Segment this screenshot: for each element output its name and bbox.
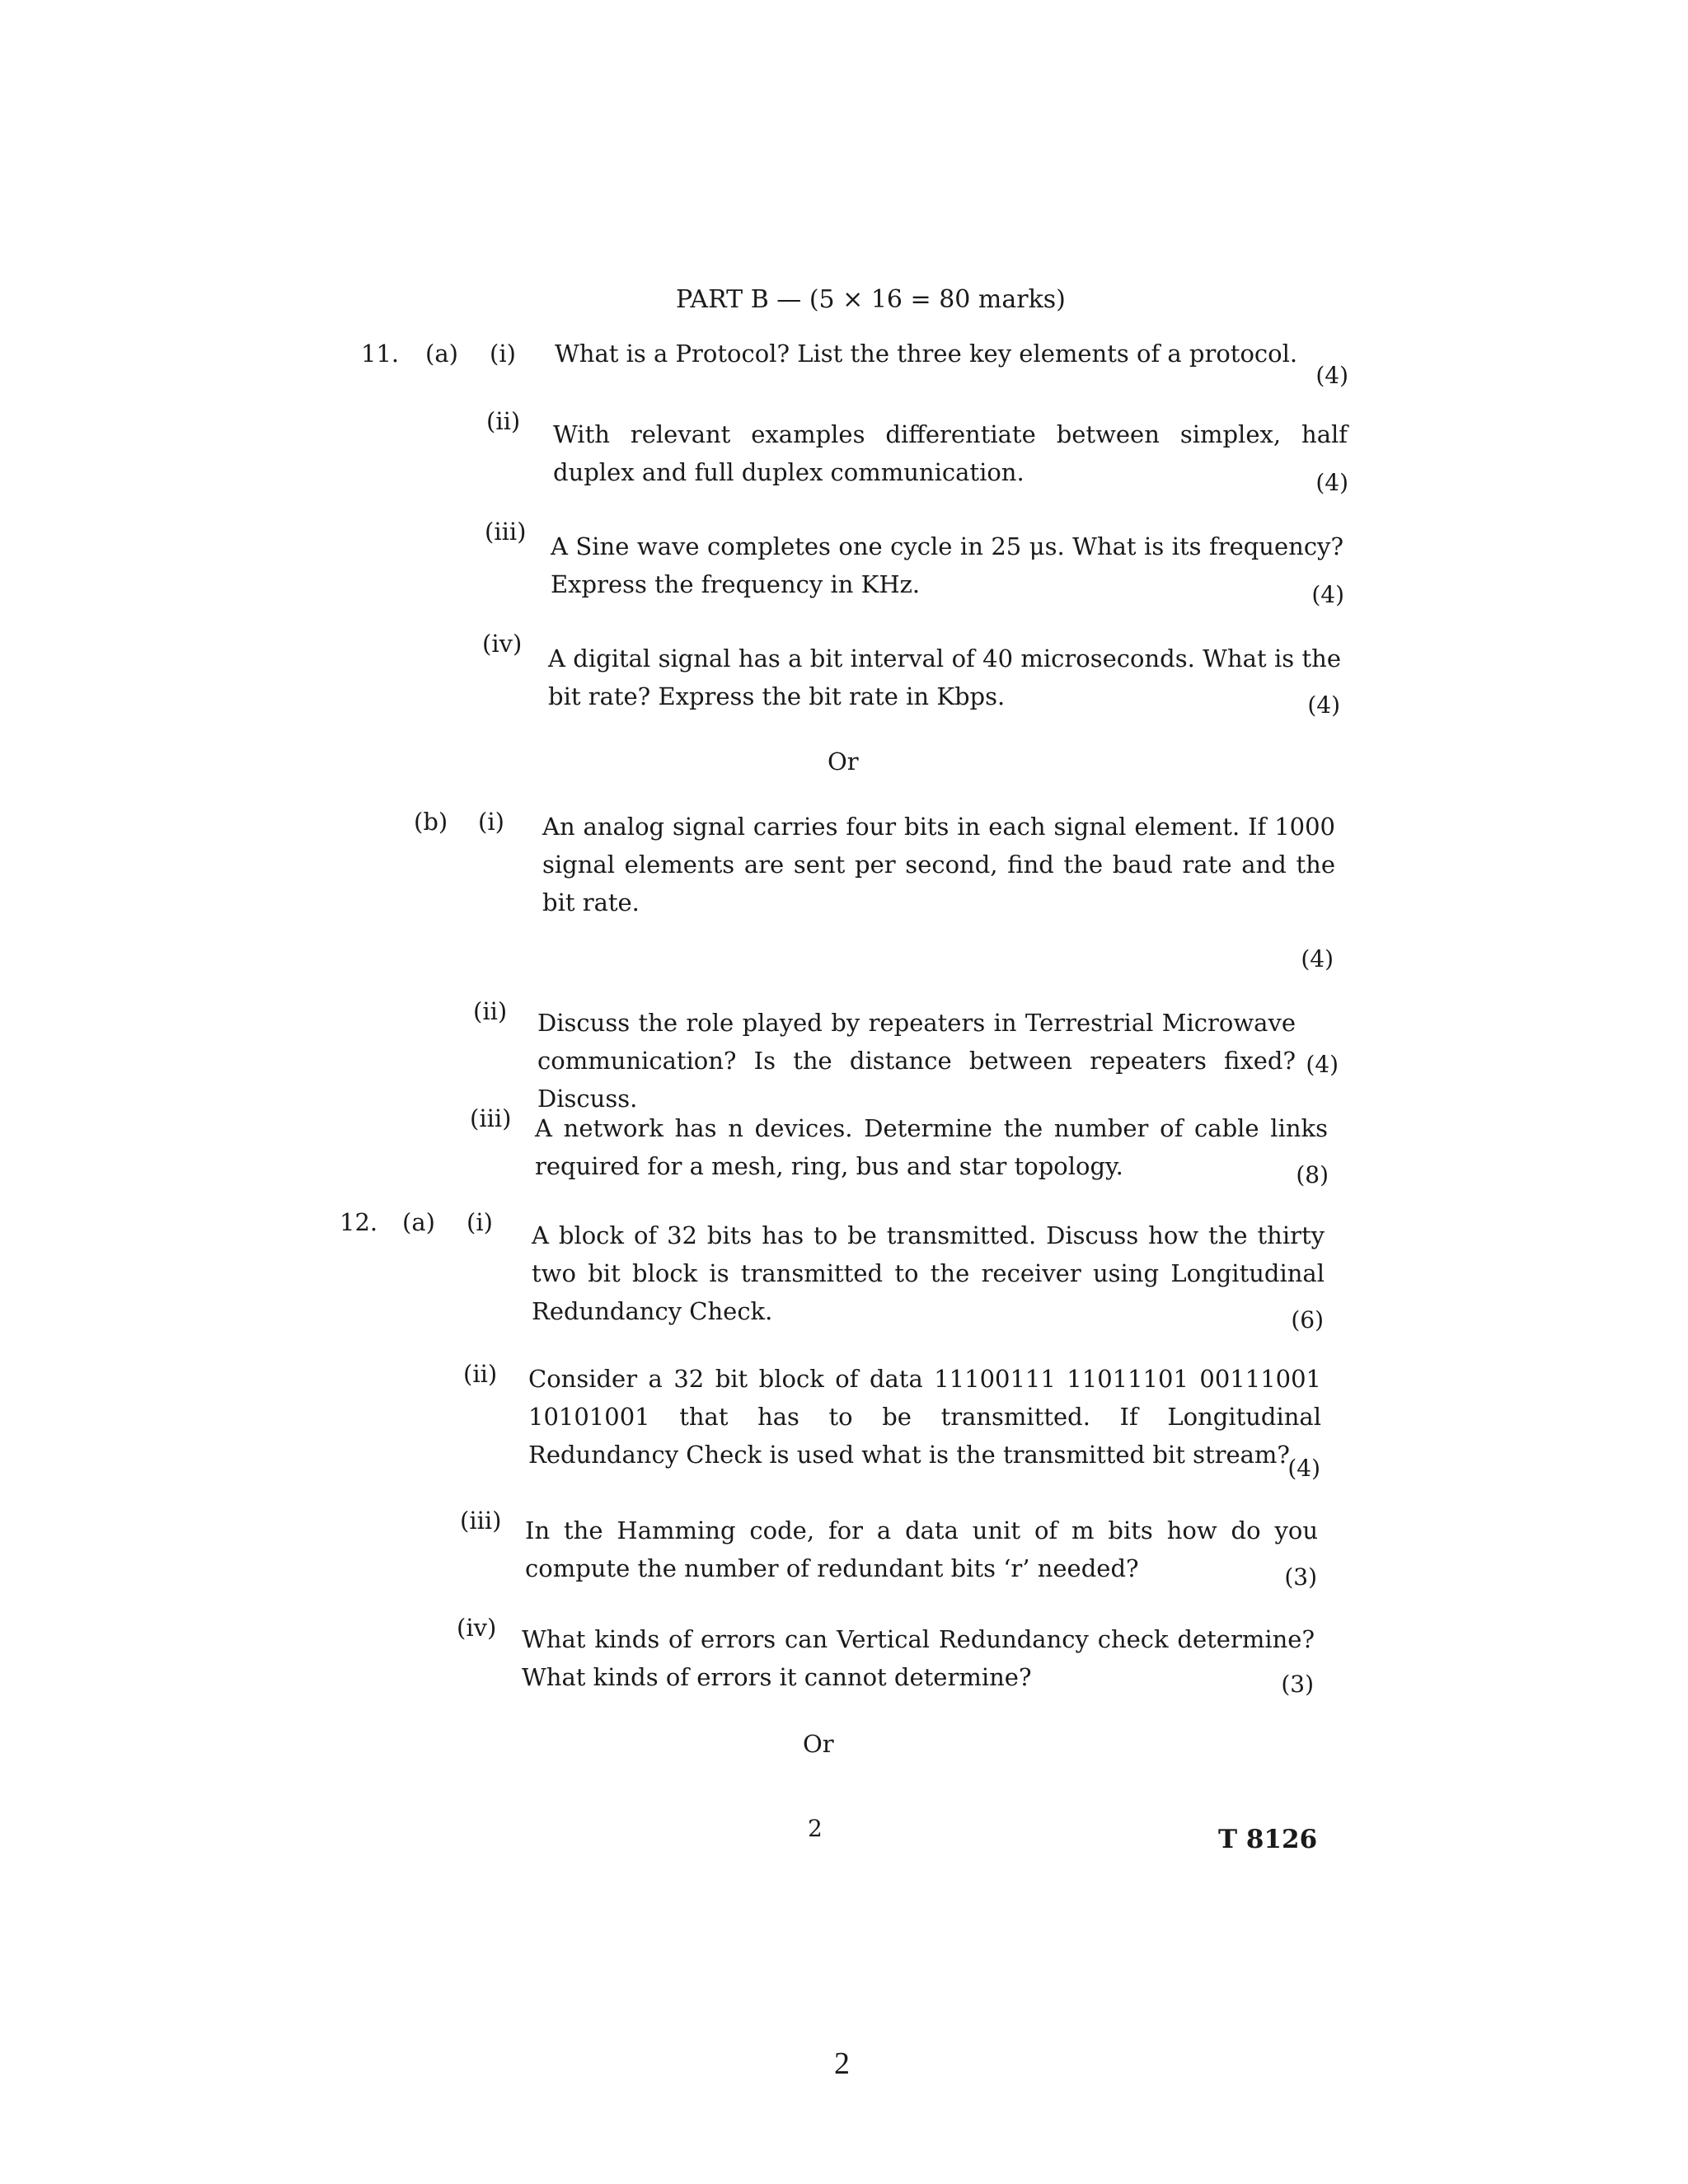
q12-a-iv-label: (iv) <box>457 1614 497 1642</box>
q11-a-iv-text: A digital signal has a bit interval of 40 microseconds. What is the bit rate? Express the bit rate in Kbps. <box>548 644 1341 710</box>
q11-a-label: (a) <box>425 340 458 368</box>
q11-a-iv-label: (iv) <box>482 630 523 658</box>
q11-b-label: (b) <box>414 808 448 836</box>
q11-b-iii-marks: (8) <box>1296 1161 1329 1188</box>
q12-a-iii-label: (iii) <box>460 1507 502 1535</box>
q11-a-iii-marks: (4) <box>1311 581 1344 608</box>
part-header: PART B — (5 × 16 = 80 marks) <box>676 285 1066 314</box>
q11-a-i-text: What is a Protocol? List the three key elements of a protocol. <box>555 340 1298 368</box>
footer-paper-code: T 8126 <box>1218 1825 1318 1854</box>
question-12-number: 12. <box>340 1208 378 1236</box>
q12-a-i-label: (i) <box>467 1208 493 1236</box>
q11-a-i-label: (i) <box>490 340 516 368</box>
q11-a-i-marks: (4) <box>1315 362 1348 389</box>
q11-b-i-text: An analog signal carries four bits in each signal element. If 1000 signal elements are sent per second, find the baud rate and the bit rate. <box>542 813 1335 916</box>
q12-a-iv-text: What kinds of errors can Vertical Redundancy check determine? What kinds of errors it cannot determine? <box>522 1625 1315 1691</box>
or-divider-11: Or <box>828 748 859 776</box>
q12-a-ii-marks: (4) <box>1287 1455 1320 1482</box>
footer-page-number: 2 <box>808 1815 823 1842</box>
or-divider-12: Or <box>803 1730 834 1758</box>
q11-a-ii-text: With relevant examples differentiate between simplex, half duplex and full duplex communication. <box>553 420 1348 486</box>
q11-b-ii-text: Discuss the role played by repeaters in Terrestrial Microwave communication? Is the distance between repeaters fixed? Discuss. <box>537 1009 1296 1113</box>
page-number: 2 <box>834 2046 850 2081</box>
q12-a-iii-marks: (3) <box>1284 1563 1317 1591</box>
q11-a-iii-text: A Sine wave completes one cycle in 25 μs. What is its frequency? Express the frequency in KHz. <box>551 532 1343 598</box>
q11-b-ii-marks: (4) <box>1306 1051 1339 1078</box>
q11-b-i-marks: (4) <box>1301 945 1334 972</box>
q12-a-label: (a) <box>402 1208 435 1236</box>
q11-a-iii-label: (iii) <box>485 518 527 546</box>
q11-b-ii-label: (ii) <box>473 997 508 1025</box>
q12-a-i-marks: (6) <box>1291 1306 1324 1333</box>
question-11-number: 11. <box>361 340 400 368</box>
q12-a-iv-marks: (3) <box>1281 1671 1314 1698</box>
q12-a-ii-text: Consider a 32 bit block of data 11100111 11011101 00111001 10101001 that has to be transmitted. If Longitudinal Redundancy Check is used what is the transmitted bit stream? <box>528 1365 1321 1469</box>
q11-b-i-label: (i) <box>478 808 504 836</box>
q11-a-ii-label: (ii) <box>486 407 521 435</box>
q12-a-i-text: A block of 32 bits has to be transmitted. Discuss how the thirty two bit block is transmitted to the receiver using Longitudinal Redundancy Check. <box>532 1221 1325 1325</box>
q11-a-ii-marks: (4) <box>1315 469 1348 496</box>
q11-a-iv-marks: (4) <box>1307 691 1340 719</box>
q11-b-iii-text: A network has n devices. Determine the number of cable links required for a mesh, ring, bus and star topology. <box>535 1114 1328 1180</box>
q11-b-iii-label: (iii) <box>470 1104 512 1132</box>
q12-a-ii-label: (ii) <box>463 1360 498 1388</box>
q12-a-iii-text: In the Hamming code, for a data unit of m bits how do you compute the number of redundant bits ‘r’ needed? <box>525 1516 1318 1582</box>
